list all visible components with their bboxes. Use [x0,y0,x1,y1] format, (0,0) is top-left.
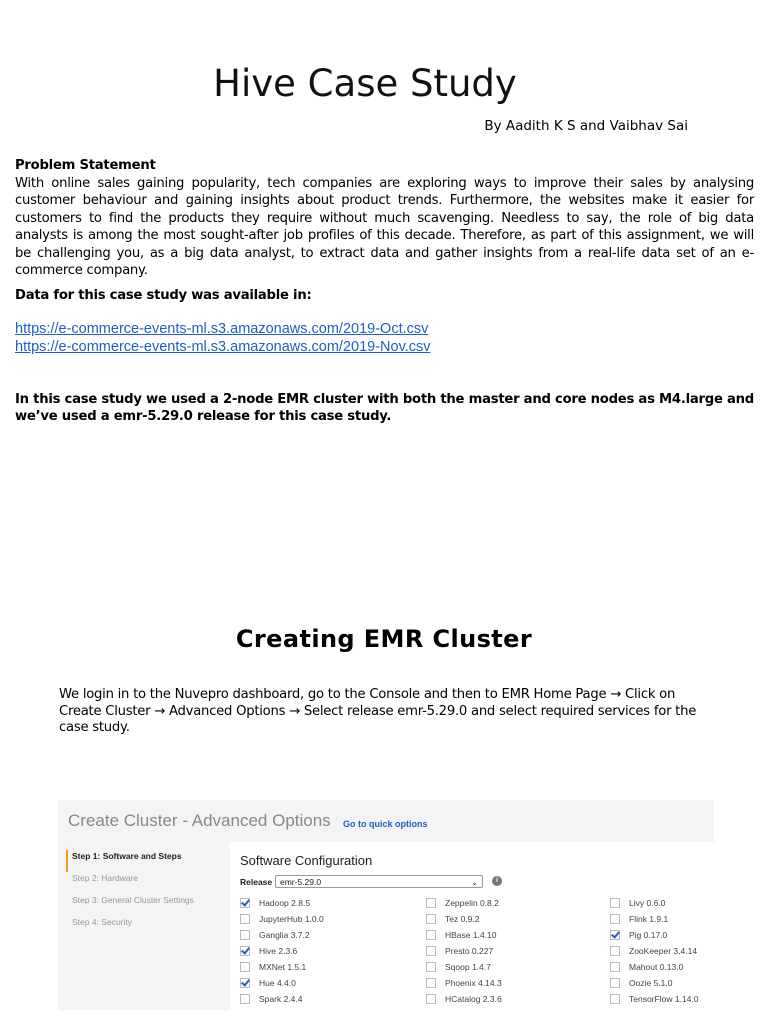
app-checkbox[interactable] [610,946,620,956]
app-label: ZooKeeper 3.4.14 [629,946,698,956]
app-label: Hadoop 2.8.5 [259,898,311,908]
app-checkbox[interactable] [240,930,250,940]
app-column-1 [240,895,410,1007]
app-label: Hue 4.4.0 [259,978,296,988]
app-label: Phoenix 4.14.3 [445,978,502,988]
app-label: Flink 1.9.1 [629,914,669,924]
byline: By Aadith K S and Vaibhav Sai [484,118,688,134]
app-label: HCatalog 2.3.6 [445,994,502,1004]
app-label: HBase 1.4.10 [445,930,497,940]
app-label: Pig 0.17.0 [629,930,668,940]
app-option[interactable] [426,991,596,1007]
app-option[interactable] [240,991,410,1007]
app-checkbox[interactable] [426,978,436,988]
app-checkbox[interactable] [426,962,436,972]
app-label: Oozie 5.1.0 [629,978,673,988]
app-checkbox[interactable] [610,914,620,924]
app-checkbox[interactable] [610,962,620,972]
app-option[interactable] [426,911,596,927]
step-general-settings[interactable]: Step 3: General Cluster Settings [72,895,194,905]
app-checkbox[interactable] [426,930,436,940]
problem-body: With online sales gaining popularity, tech companies are exploring ways to improve their sales by analysing customer behaviour and gaining insights about product trends. Furthermore, the websites make it easier for customers to find the products they require without much scavenging. Needless to say, the role of big data analysts is among the most sought-after job profiles of this decade. Therefore, as part of this assignment, we will be challenging you, as a big data analyst, to extract data and gather insights from a real-life data set of an e-commerce company. [15,176,754,279]
app-option[interactable] [426,959,596,975]
app-option[interactable] [426,895,596,911]
release-label: Release [240,877,273,887]
app-label: Zeppelin 0.8.2 [445,898,499,908]
app-checkbox[interactable] [610,930,620,940]
app-checkbox[interactable] [240,962,250,972]
app-option[interactable] [240,895,410,911]
app-checkbox[interactable] [240,914,250,924]
app-checkbox[interactable] [610,898,620,908]
config-title: Software Configuration [240,853,373,868]
app-label: MXNet 1.5.1 [259,962,307,972]
app-option[interactable] [240,975,410,991]
emr-screenshot [58,800,714,1010]
app-option[interactable] [610,959,714,975]
app-label: Presto 0.227 [445,946,494,956]
data-intro: Data for this case study was available in: [15,288,312,303]
app-label: JupyterHub 1.0.0 [259,914,324,924]
app-option[interactable] [240,911,410,927]
page-title: Hive Case Study [213,62,517,105]
app-label: Ganglia 3.7.2 [259,930,310,940]
data-link-nov[interactable]: https://e-commerce-events-ml.s3.amazonaws.com/2019-Nov.csv [15,339,431,355]
app-column-2 [426,895,596,1007]
release-select[interactable] [275,875,483,888]
app-label: Spark 2.4.4 [259,994,303,1004]
app-option[interactable] [240,959,410,975]
app-option[interactable] [610,927,714,943]
app-checkbox[interactable] [610,978,620,988]
app-checkbox[interactable] [240,898,250,908]
screenshot-title: Create Cluster - Advanced Options [68,811,331,830]
step-software[interactable]: Step 1: Software and Steps [66,850,226,872]
cluster-paragraph: In this case study we used a 2-node EMR cluster with both the master and core nodes as M4.large and we’ve used a emr-5.29.0 release for this case study. [15,392,754,425]
app-option[interactable] [610,911,714,927]
chevron-down-icon: ⌄ [471,878,478,887]
problem-heading: Problem Statement [15,158,156,173]
quick-options-link[interactable]: Go to quick options [343,819,428,829]
app-label: Mahout 0.13.0 [629,962,684,972]
app-column-3 [610,895,714,1007]
app-option[interactable] [426,927,596,943]
app-label: Hive 2.3.6 [259,946,298,956]
app-option[interactable] [426,943,596,959]
app-option[interactable] [610,895,714,911]
software-config-panel [230,842,714,1010]
app-label: Livy 0.6.0 [629,898,666,908]
app-label: Sqoop 1.4.7 [445,962,491,972]
app-checkbox[interactable] [426,914,436,924]
app-option[interactable] [610,991,714,1007]
app-checkbox[interactable] [240,978,250,988]
section-title: Creating EMR Cluster [235,625,533,653]
app-checkbox[interactable] [610,994,620,1004]
info-icon[interactable]: i [492,876,502,886]
app-label: Tez 0.9.2 [445,914,480,924]
app-checkbox[interactable] [426,946,436,956]
app-option[interactable] [610,975,714,991]
app-option[interactable] [610,943,714,959]
release-value: emr-5.29.0 [280,877,322,887]
login-paragraph: We login in to the Nuvepro dashboard, go to the Console and then to EMR Home Page → Click on Create Cluster → Advanced Options → Select release emr-5.29.0 and select required services for the case study. [59,687,697,735]
data-link-oct[interactable]: https://e-commerce-events-ml.s3.amazonaws.com/2019-Oct.csv [15,321,429,337]
steps-nav [66,850,226,938]
step-security[interactable]: Step 4: Security [72,917,133,927]
app-option[interactable] [240,927,410,943]
app-checkbox[interactable] [426,898,436,908]
app-option[interactable] [426,975,596,991]
app-checkbox[interactable] [240,994,250,1004]
app-checkbox[interactable] [240,946,250,956]
step-hardware[interactable]: Step 2: Hardware [72,873,139,883]
app-label: TensorFlow 1.14.0 [629,994,699,1004]
app-checkbox[interactable] [426,994,436,1004]
app-option[interactable] [240,943,410,959]
